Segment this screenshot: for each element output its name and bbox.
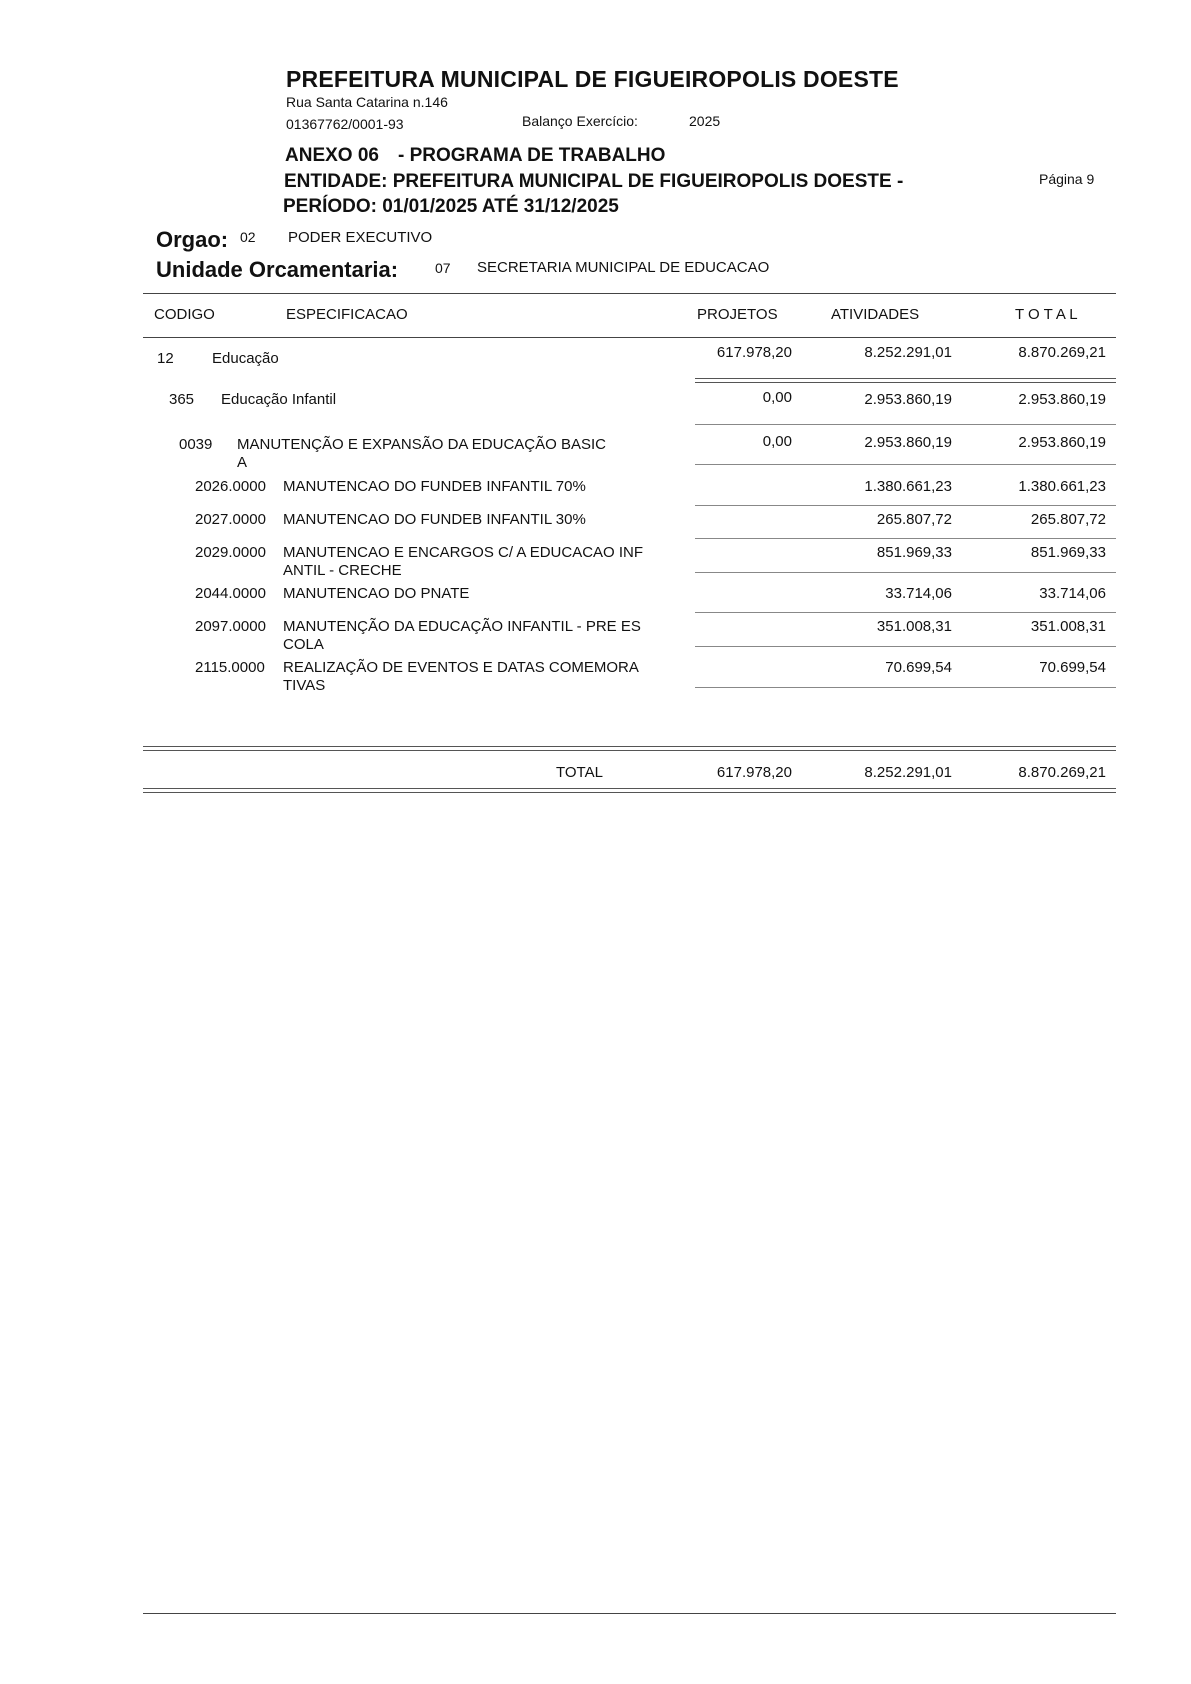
programa-projetos: 0,00 [762, 433, 792, 450]
orgao-label: Orgao: [156, 227, 229, 252]
acao-code: 2115.0000 [195, 659, 265, 676]
acao-name: MANUTENCAO DO FUNDEB INFANTIL 30% [283, 511, 586, 528]
acao-name: MANUTENCAO DO FUNDEB INFANTIL 70% [283, 478, 586, 495]
orgao-code: 02 [240, 229, 256, 245]
funcao-total: 8.870.269,21 [1018, 344, 1106, 361]
funcao-atividades: 8.252.291,01 [864, 344, 952, 361]
funcao-projetos: 617.978,20 [716, 344, 792, 361]
acao-name: REALIZAÇÃO DE EVENTOS E DATAS COMEMORA [283, 659, 639, 676]
footer-rule [143, 1613, 1116, 1614]
programa-code: 0039 [179, 436, 213, 453]
balanco-label: Balanço Exercício: [522, 113, 638, 129]
col-projetos: PROJETOS [697, 306, 778, 323]
col-atividades: ATIVIDADES [831, 306, 920, 323]
acao-total: 1.380.661,23 [1018, 478, 1106, 495]
acao-name-cont: TIVAS [283, 677, 326, 694]
unidade-label: Unidade Orcamentaria: [156, 257, 399, 282]
totals-top-rule [143, 746, 1116, 751]
funcao-rule [695, 378, 1116, 383]
acao-name-cont: ANTIL - CRECHE [283, 562, 402, 579]
acao-name-cont: COLA [283, 636, 324, 653]
subfuncao-name: Educação Infantil [221, 391, 337, 408]
acao-rule [695, 646, 1116, 647]
funcao-code: 12 [157, 350, 174, 367]
address: Rua Santa Catarina n.146 [286, 94, 448, 110]
acao-name: MANUTENCAO DO PNATE [283, 585, 470, 602]
programa-rule [695, 464, 1116, 465]
entidade: ENTIDADE: PREFEITURA MUNICIPAL DE FIGUEIROPOLIS DOESTE - [284, 171, 904, 192]
acao-total: 265.807,72 [1030, 511, 1106, 528]
acao-atividades: 1.380.661,23 [864, 478, 952, 495]
acao-total: 351.008,31 [1030, 618, 1106, 635]
periodo: PERÍODO: 01/01/2025 ATÉ 31/12/2025 [283, 196, 619, 217]
header-bottom-rule [143, 337, 1116, 338]
acao-atividades: 33.714,06 [885, 585, 952, 602]
cnpj: 01367762/0001-93 [286, 116, 404, 132]
page-number: Página 9 [1039, 171, 1095, 187]
subfuncao-total: 2.953.860,19 [1018, 391, 1106, 408]
acao-code: 2029.0000 [195, 544, 266, 561]
acao-total: 70.699,54 [1039, 659, 1106, 676]
programa-name: MANUTENÇÃO E EXPANSÃO DA EDUCAÇÃO BASIC [237, 436, 606, 453]
acao-total: 33.714,06 [1039, 585, 1106, 602]
subfuncao-code: 365 [169, 391, 195, 408]
totals-label: TOTAL [556, 764, 603, 781]
subfuncao-projetos: 0,00 [762, 389, 792, 406]
acao-rule [695, 612, 1116, 613]
acao-code: 2044.0000 [195, 585, 266, 602]
subfuncao-rule [695, 424, 1116, 425]
acao-rule [695, 505, 1116, 506]
acao-atividades: 265.807,72 [876, 511, 952, 528]
subfuncao-atividades: 2.953.860,19 [864, 391, 952, 408]
unidade-name: SECRETARIA MUNICIPAL DE EDUCACAO [477, 259, 770, 276]
unidade-code: 07 [435, 260, 451, 276]
acao-rule [695, 538, 1116, 539]
acao-atividades: 351.008,31 [876, 618, 952, 635]
acao-rule [695, 572, 1116, 573]
totals-bottom-rule [143, 788, 1116, 793]
page-title: PREFEITURA MUNICIPAL DE FIGUEIROPOLIS DOESTE [286, 66, 899, 92]
acao-rule [695, 687, 1116, 688]
orgao-name: PODER EXECUTIVO [288, 229, 433, 246]
anexo-title: - PROGRAMA DE TRABALHO [398, 145, 666, 166]
totals-projetos: 617.978,20 [716, 764, 792, 781]
header-top-rule [143, 293, 1116, 294]
anexo-number: ANEXO 06 [285, 145, 379, 166]
col-codigo: CODIGO [154, 306, 215, 323]
acao-atividades: 851.969,33 [876, 544, 952, 561]
totals-atividades: 8.252.291,01 [864, 764, 952, 781]
programa-atividades: 2.953.860,19 [864, 434, 952, 451]
acao-code: 2026.0000 [195, 478, 266, 495]
col-especificacao: ESPECIFICACAO [286, 306, 408, 323]
totals-total: 8.870.269,21 [1018, 764, 1106, 781]
col-total: T O T A L [1015, 306, 1078, 323]
acao-code: 2097.0000 [195, 618, 266, 635]
funcao-name: Educação [212, 350, 279, 367]
programa-total: 2.953.860,19 [1018, 434, 1106, 451]
balanco-year: 2025 [689, 113, 721, 129]
programa-name-cont: A [237, 454, 248, 471]
acao-atividades: 70.699,54 [885, 659, 952, 676]
acao-name: MANUTENÇÃO DA EDUCAÇÃO INFANTIL - PRE ES [283, 618, 641, 635]
acao-name: MANUTENCAO E ENCARGOS C/ A EDUCACAO INF [283, 544, 644, 561]
acao-total: 851.969,33 [1030, 544, 1106, 561]
acao-code: 2027.0000 [195, 511, 266, 528]
